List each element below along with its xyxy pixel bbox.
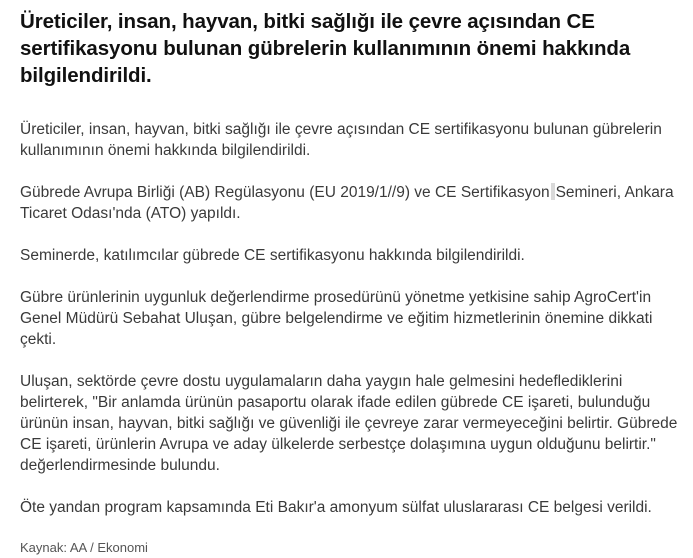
article-paragraph-quote: Uluşan, sektörde çevre dostu uygulamaların daha yaygın hale gelmesini hedeflediklerini belirterek, "Bir anlamda ürünün pasaportu olarak ifade edilen gübrede CE işareti, bulunduğu ürünün insan, hayvan, bitki sağlığı ve güvenliği ile çevreye zarar vermeyeceğini belirtir. Gübrede CE işareti, ürünlerin Avrupa ve aday ülkelerde serbestçe dolaşımına uygun olduğunu belirtir." değerlendirmesinde bulundu. bbox=[20, 373, 678, 474]
article-source: Kaynak: AA / Ekonomi bbox=[20, 540, 148, 555]
article-paragraph-summary: Üreticiler, insan, hayvan, bitki sağlığı ile çevre açısından CE sertifikasyonu bulunan gübrelerin kullanımının önemi hakkında bilgilendirildi. bbox=[20, 121, 662, 159]
article-body bbox=[20, 119, 680, 557]
article-paragraph-seminar: Seminerde, katılımcılar gübrede CE sertifikasyonu hakkında bilgilendirildi. bbox=[20, 247, 525, 264]
article-paragraph-certificate: Öte yandan program kapsamında Eti Bakır'a amonyum sülfat uluslararası CE belgesi verildi. bbox=[20, 499, 652, 516]
event-text-end: Semineri, Ankara Ticaret Odası'nda (ATO) yapıldı. bbox=[20, 184, 674, 222]
article-paragraph-event bbox=[20, 182, 680, 224]
article-paragraph-agrocert: Gübre ürünlerinin uygunluk değerlendirme prosedürünü yönetme yetkisine sahip AgroCert'in Genel Müdürü Sebahat Uluşan, gübre belgelendirme ve eğitim hizmetlerinin önemine dikkati çekti. bbox=[20, 289, 653, 348]
text-cursor-marker bbox=[551, 183, 555, 200]
news-article bbox=[20, 8, 680, 557]
event-text-start: Gübrede Avrupa Birliği (AB) Regülasyonu (EU 2019/1//9) ve CE Sertifikasyon bbox=[20, 184, 550, 201]
article-headline: Üreticiler, insan, hayvan, bitki sağlığı ile çevre açısından CE sertifikasyonu bulunan gübrelerin kullanımının önemi hakkında bilgilendirildi. bbox=[20, 10, 631, 87]
